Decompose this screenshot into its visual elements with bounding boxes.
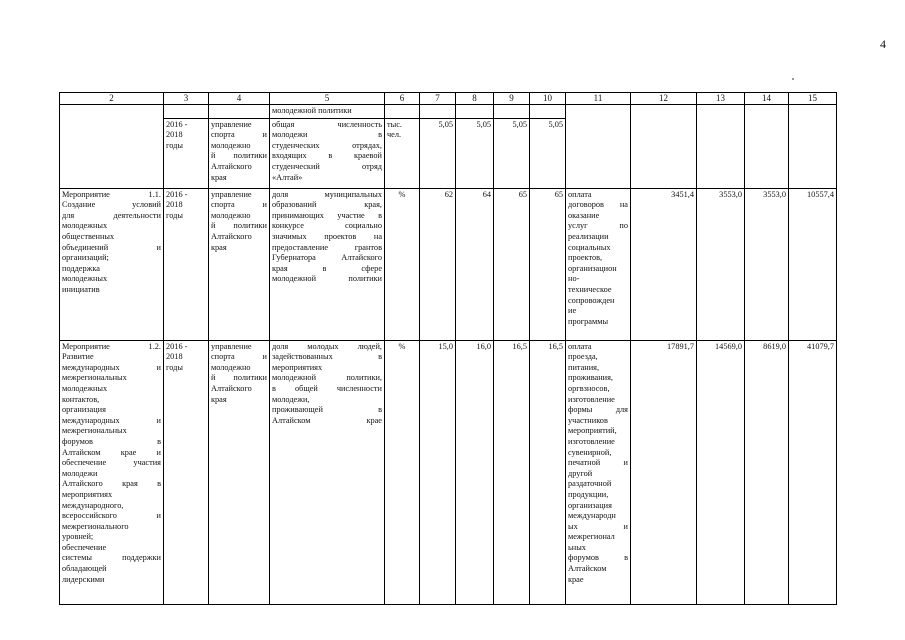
scan-speck: [792, 78, 794, 80]
value-2016: 5,05: [456, 118, 494, 188]
page-number: 4: [880, 37, 886, 51]
expense-cell: оплата договоров на оказание услуг по реализации социальных проектов, организацион но- техническое сопровожден ие программы: [566, 188, 631, 340]
unit-cell: %: [385, 188, 420, 340]
value-2015: 15,0: [420, 340, 456, 604]
col-number: 8: [456, 93, 494, 105]
years-cell: 2016 - 2018 годы: [164, 340, 209, 604]
col-number: 14: [745, 93, 789, 105]
funding-2018: 3553,0: [745, 188, 789, 340]
executor-cell: управление спорта и молодежно й политики Алтайского края: [209, 188, 270, 340]
funding-total: 10557,4: [789, 188, 837, 340]
column-number-row: [60, 93, 837, 105]
unit-cell: %: [385, 340, 420, 604]
value-2015: 5,05: [420, 118, 456, 188]
table-row: [60, 188, 837, 340]
col-number: 11: [566, 93, 631, 105]
measure-cell: Мероприятие 1.2. Развитие международных и межрегиональных молодежных контактов, организация международных и межрегиональных форумов в Алтайском крае и обеспечение участия молодежи Алтайского края в мероприятиях международного, всероссийского и межрегионального уровней; обеспечение системы поддержки обладающей лидерскими: [60, 340, 164, 604]
col-number: 6: [385, 93, 420, 105]
col-number: 2: [60, 93, 164, 105]
table-row: [60, 340, 837, 604]
col-number: 9: [494, 93, 530, 105]
value-2017: 5,05: [494, 118, 530, 188]
funding-2017: 14569,0: [697, 340, 745, 604]
executor-cell: управление спорта и молодежно й политики Алтайского края: [209, 340, 270, 604]
col-number: 13: [697, 93, 745, 105]
funding-2017: 3553,0: [697, 188, 745, 340]
years-cell: 2016 - 2018 годы: [164, 118, 209, 188]
col-number: 3: [164, 93, 209, 105]
col-number: 7: [420, 93, 456, 105]
value-2017: 16,5: [494, 340, 530, 604]
measure-cell-empty: [60, 105, 164, 189]
indicator-cell: доля муниципальных образований края, принимающих участие в конкурсе социально значимых проектов на предоставление грантов Губернатора Алтайского края в сфере молодежной политики: [270, 188, 385, 340]
col-number: 10: [530, 93, 566, 105]
col-number: 15: [789, 93, 837, 105]
col-number: 4: [209, 93, 270, 105]
value-2016: 16,0: [456, 340, 494, 604]
expense-cell-empty: [566, 105, 631, 189]
measure-cell: Мероприятие 1.1. Создание условий для деятельности молодежных общественных объединений и организаций; поддержка молодежных инициатив: [60, 188, 164, 340]
funding-2018: 8619,0: [745, 340, 789, 604]
funding-2016: 3451,4: [631, 188, 697, 340]
value-2017: 65: [494, 188, 530, 340]
indicator-cell: общая численность молодежи в студенческих отрядах, входящих в краевой студенческий отряд «Алтай»: [270, 118, 385, 188]
value-2015: 62: [420, 188, 456, 340]
value-2018: 16,5: [530, 340, 566, 604]
indicator-cell: доля молодых людей, задействованных в мероприятиях молодежной политики, в общей численности молодежи, проживающей в Алтайском крае: [270, 340, 385, 604]
unit-cell: тыс. чел.: [385, 118, 420, 188]
continuation-row: [60, 105, 837, 119]
funding-total: 41079,7: [789, 340, 837, 604]
funding-2016: 17891,7: [631, 340, 697, 604]
years-cell: 2016 - 2018 годы: [164, 188, 209, 340]
col-number: 12: [631, 93, 697, 105]
indicator-continuation: молодежной политики: [270, 105, 385, 119]
executor-cell: управление спорта и молодежно й политики Алтайского края: [209, 118, 270, 188]
value-2016: 64: [456, 188, 494, 340]
value-2018: 65: [530, 188, 566, 340]
col-number: 5: [270, 93, 385, 105]
value-2018: 5,05: [530, 118, 566, 188]
program-measures-table: [59, 92, 837, 605]
expense-cell: оплата проезда, питания, проживания, оргвзносов, изготовление формы для участников мероприятий, изготовление сувенирной, печатной и другой раздаточной продукции, организация международн ых и межрегионал ьных форумов в Алтайском крае: [566, 340, 631, 604]
